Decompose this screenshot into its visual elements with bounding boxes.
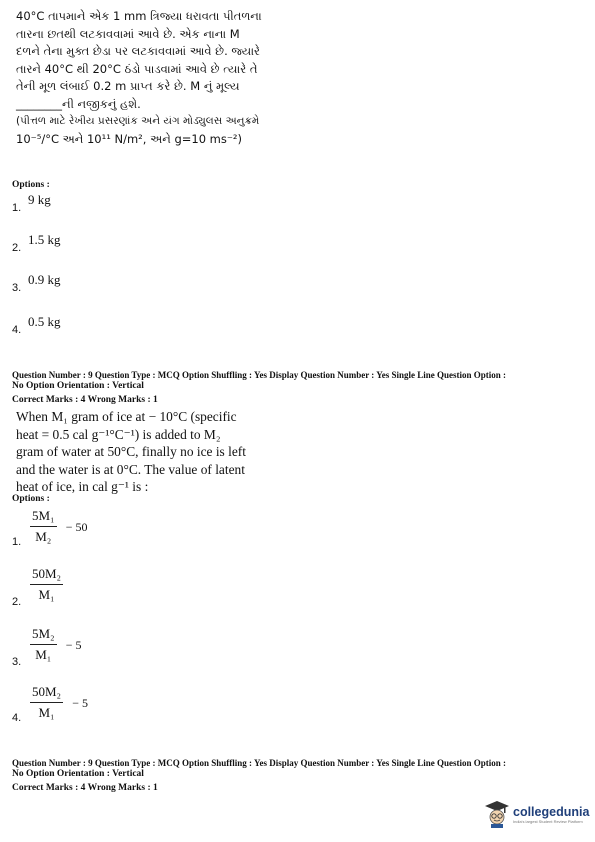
numerator: 50M₂: [30, 684, 63, 703]
numerator: 50M₂: [30, 566, 63, 585]
fraction: [30, 626, 57, 663]
option-value: 1.5 kg: [28, 232, 61, 247]
option-suffix: − 5: [65, 638, 82, 652]
option-value: 9 kg: [28, 192, 51, 207]
option-number: 4.: [12, 324, 22, 336]
question-meta: [12, 758, 587, 794]
logo-name: collegedunia: [513, 804, 590, 819]
q9-line-1: When M₁ gram of ice at − 10°C (specific: [16, 409, 237, 424]
q8-line-7: (પીત્તળ માટે રેખીય પ્રસરણાંક અને યંગ મોડ્યુલસ અનુક્રમે: [16, 115, 260, 127]
numerator: 5M₂: [30, 626, 57, 645]
q9-line-2: heat = 0.5 cal g⁻¹°C⁻¹) is added to M₂: [16, 426, 221, 442]
option-value: 0.9 kg: [28, 272, 61, 287]
q8-line-6: ________ની નજીકનું હશે.: [16, 96, 141, 111]
question-8-text: [16, 8, 286, 148]
graduate-mascot-icon: [484, 800, 510, 828]
denominator: M₁: [35, 647, 52, 662]
q9-line-4: and the water is at 0°C. The value of latent: [16, 461, 245, 477]
meta-line-3: Correct Marks : 4 Wrong Marks : 1: [12, 395, 158, 405]
q8-line-2: તારના છતથી લટકાવવામાં આવે છે. એક નાના M: [16, 26, 240, 41]
denominator: M₁: [38, 705, 55, 720]
meta-line-3: Correct Marks : 4 Wrong Marks : 1: [12, 783, 158, 793]
option-suffix: − 50: [65, 520, 88, 534]
meta-line-1: Question Number : 9 Question Type : MCQ Option Shuffling : Yes Display Question Number : Yes Single Line Question Option :: [12, 370, 506, 380]
meta-line-1: Question Number : 9 Question Type : MCQ Option Shuffling : Yes Display Question Number : Yes Single Line Question Option :: [12, 758, 506, 768]
meta-line-2: No Option Orientation : Vertical: [12, 769, 144, 779]
q8-line-1: 40°C તાપમાને એક 1 mm ત્રિજ્યા ધરાવતા પીતળના: [16, 9, 262, 23]
logo-tagline: India's largest Student Review Platform: [513, 818, 583, 824]
q8-line-4: તારને 40°C થી 20°C ઠંડો પાડવામાં આવે છે ત્યારે તે: [16, 61, 258, 76]
fraction: [30, 508, 57, 545]
option-number: 4.: [12, 712, 22, 724]
question-9-text: [16, 408, 276, 496]
meta-line-2: No Option Orientation : Vertical: [12, 381, 144, 391]
q8-options-label: Options :: [12, 180, 50, 190]
denominator: M₁: [38, 587, 55, 602]
q9-line-5: heat of ice, in cal g⁻¹ is :: [16, 479, 149, 494]
fraction: [30, 684, 63, 721]
option-number: 1.: [12, 202, 22, 214]
option-value: 0.5 kg: [28, 314, 61, 329]
q8-line-5: તેની મૂળ લંબાઈ 0.2 m પ્રાપ્ત કરે છે. M નું મૂલ્ય: [16, 79, 240, 93]
q8-line-3: દળને તેના મુક્ત છેડા પર લટકાવવામાં આવે છે. જ્યારે: [16, 44, 260, 58]
numerator: 5M₁: [30, 508, 57, 527]
option-suffix: − 5: [72, 696, 88, 710]
option-number: 3.: [12, 656, 22, 668]
option-number: 2.: [12, 596, 22, 608]
option-number: 1.: [12, 536, 22, 548]
collegedunia-logo: [484, 800, 589, 828]
option-number: 2.: [12, 242, 22, 254]
question-meta: [12, 370, 587, 406]
q8-line-8: 10⁻⁵/°C અને 10¹¹ N/m², અને g=10 ms⁻²): [16, 131, 243, 146]
q9-line-3: gram of water at 50°C, finally no ice is left: [16, 444, 246, 459]
option-number: 3.: [12, 282, 22, 294]
fraction: [30, 566, 63, 603]
q9-options-label: Options :: [12, 494, 50, 504]
denominator: M₂: [35, 529, 52, 544]
